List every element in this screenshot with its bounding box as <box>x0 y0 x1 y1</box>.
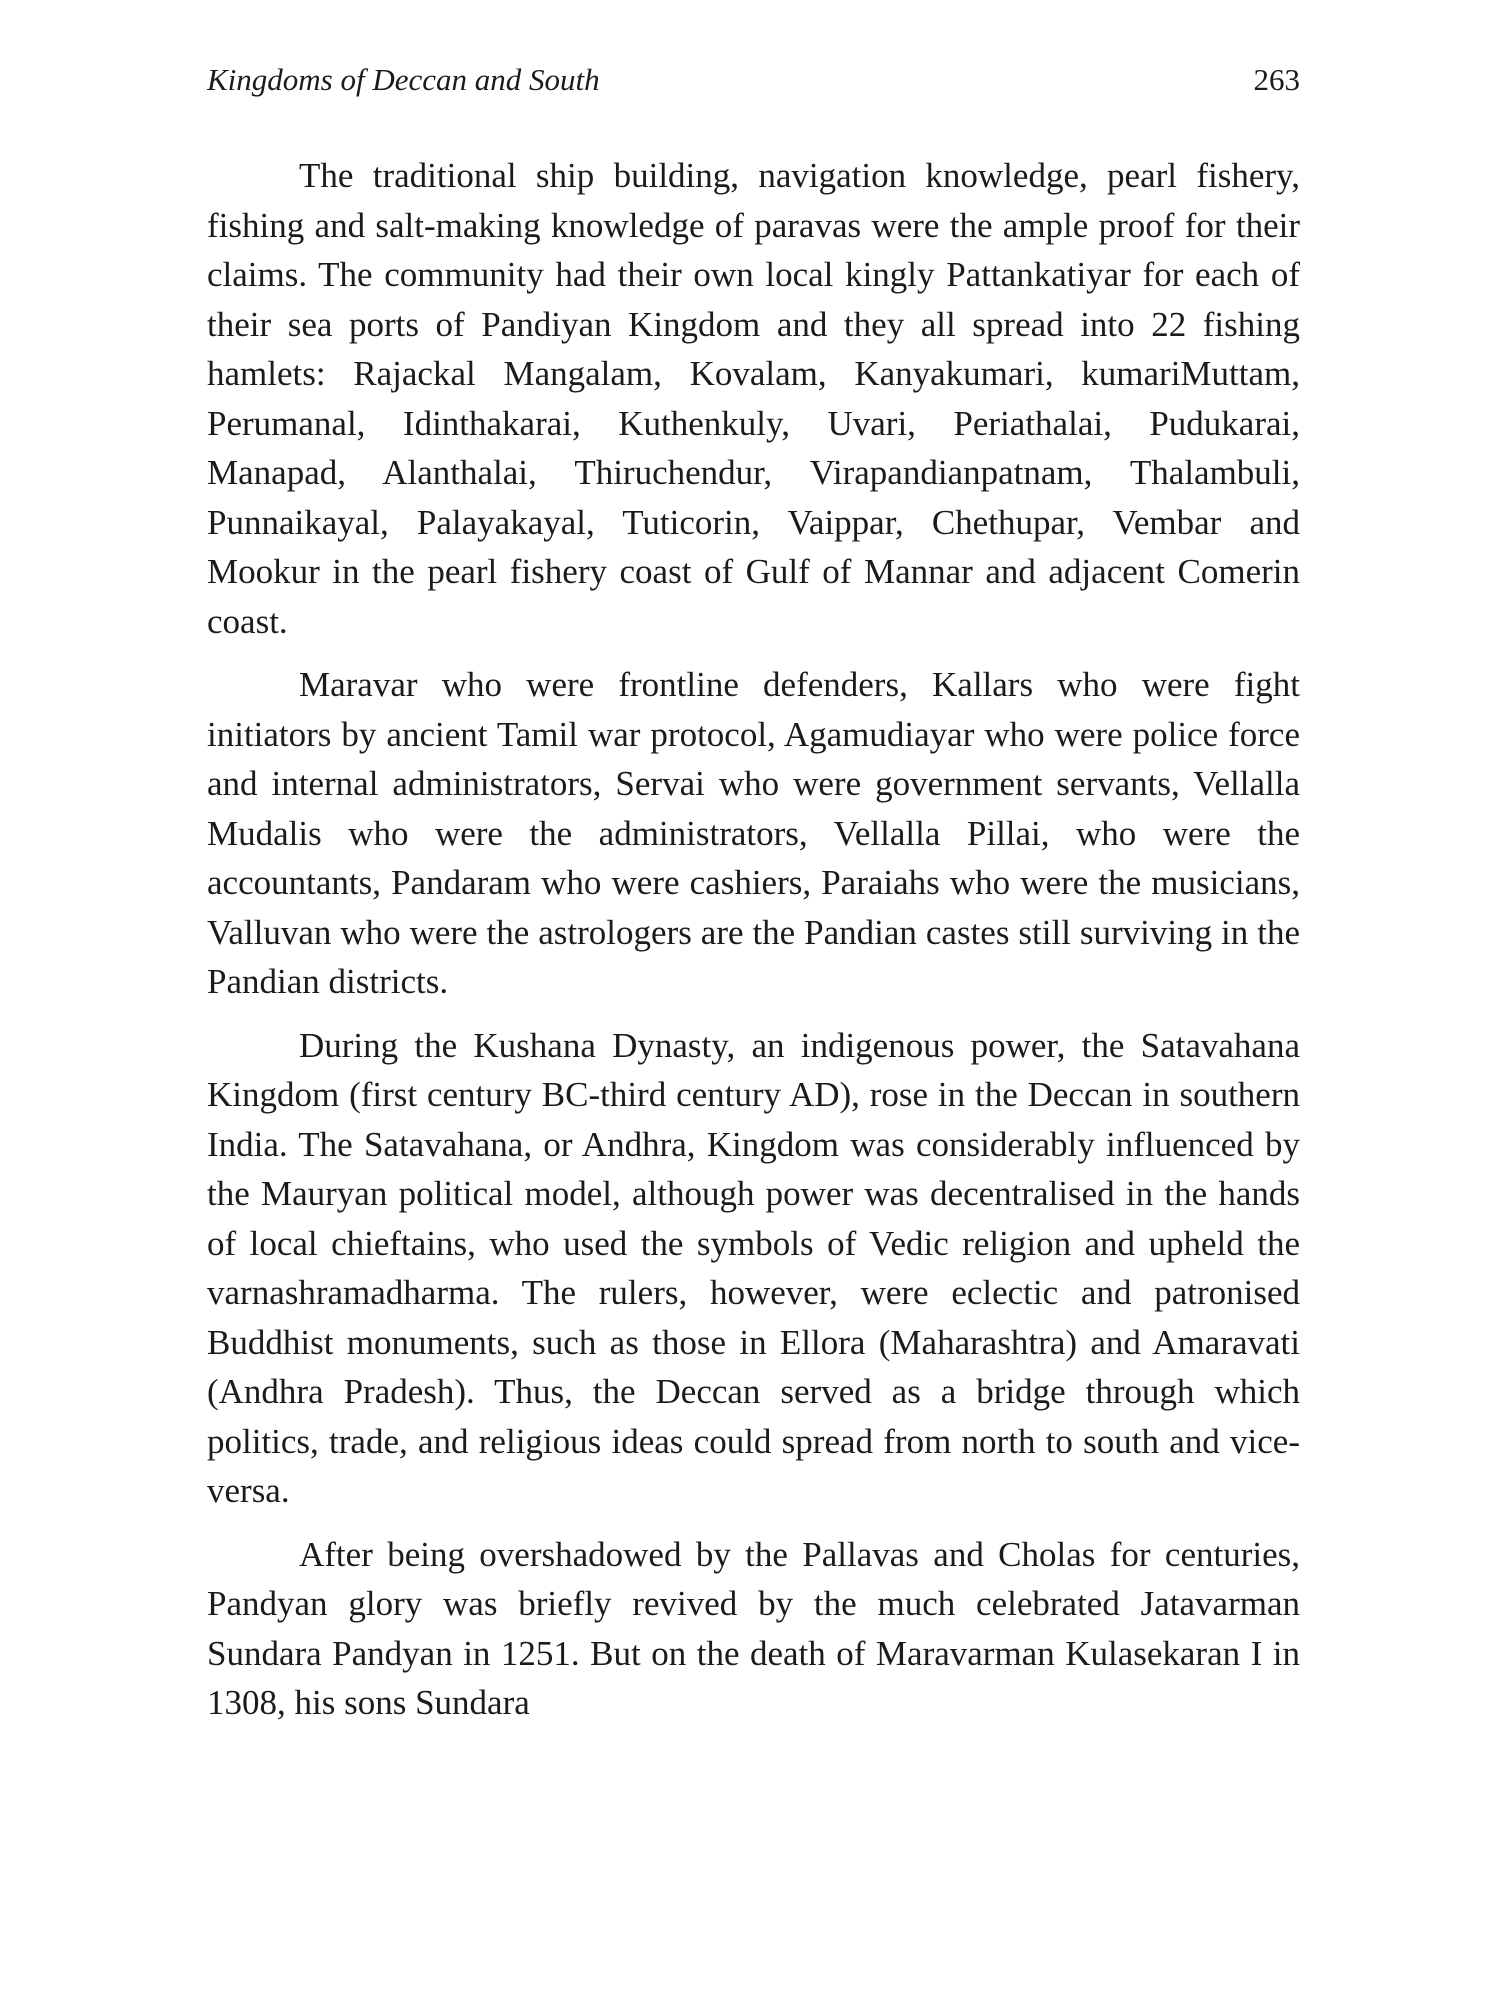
running-header <box>207 62 1300 102</box>
body-text <box>207 151 1300 1742</box>
paragraph-pandian-castes: Maravar who were frontline defenders, Kallars who were fight initiators by ancient Tamil war protocol, Agamudiayar who were police force and internal administrators, Servai who were government servants, Vellalla Mudalis who were the administrators, Vellalla Pillai, who were the accountants, Pandaram who were cashiers, Paraiahs who were the musicians, Valluvan who were the astrologers are the Pandian castes still surviving in the Pandian districts. <box>207 665 1300 1001</box>
paragraph-paravas: The traditional ship building, navigation knowledge, pearl fishery, fishing and salt-making knowledge of paravas were the ample proof for their claims. The community had their own local kingly Pattankatiyar for each of their sea ports of Pandiyan Kingdom and they all spread into 22 fishing hamlets: Rajackal Mangalam, Kovalam, Kanyakumari, kumariMuttam, Perumanal, Idinthakarai, Kuthenkuly, Uvari, Periathalai, Pudukarai, Manapad, Alanthalai, Thiruchendur, Virapandianpatnam, Thalambuli, Punnaikayal, Palayakayal, Tuticorin, Vaippar, Chethupar, Vembar and Mookur in the pearl fishery coast of Gulf of Mannar and adjacent Comerin coast. <box>207 156 1300 641</box>
paragraph-pandyan-revival: After being overshadowed by the Pallavas and Cholas for centuries, Pandyan glory was briefly revived by the much celebrated Jatavarman Sundara Pandyan in 1251. But on the death of Maravarman Kulasekaran I in 1308, his sons Sundara <box>207 1534 1300 1722</box>
page-number: 263 <box>1253 62 1300 97</box>
paragraph-satavahana: During the Kushana Dynasty, an indigenous power, the Satavahana Kingdom (first century BC-third century AD), rose in the Deccan in southern India. The Satavahana, or Andhra, Kingdom was considerably influenced by the Mauryan political model, although power was decentralised in the hands of local chieftains, who used the symbols of Vedic religion and upheld the varnashramadharma. The rulers, however, were eclectic and patronised Buddhist monuments, such as those in Ellora (Maharashtra) and Amaravati (Andhra Pradesh). Thus, the Deccan served as a bridge through which politics, trade, and religious ideas could spread from north to south and vice-versa. <box>207 1025 1300 1510</box>
running-title: Kingdoms of Deccan and South <box>207 62 600 97</box>
